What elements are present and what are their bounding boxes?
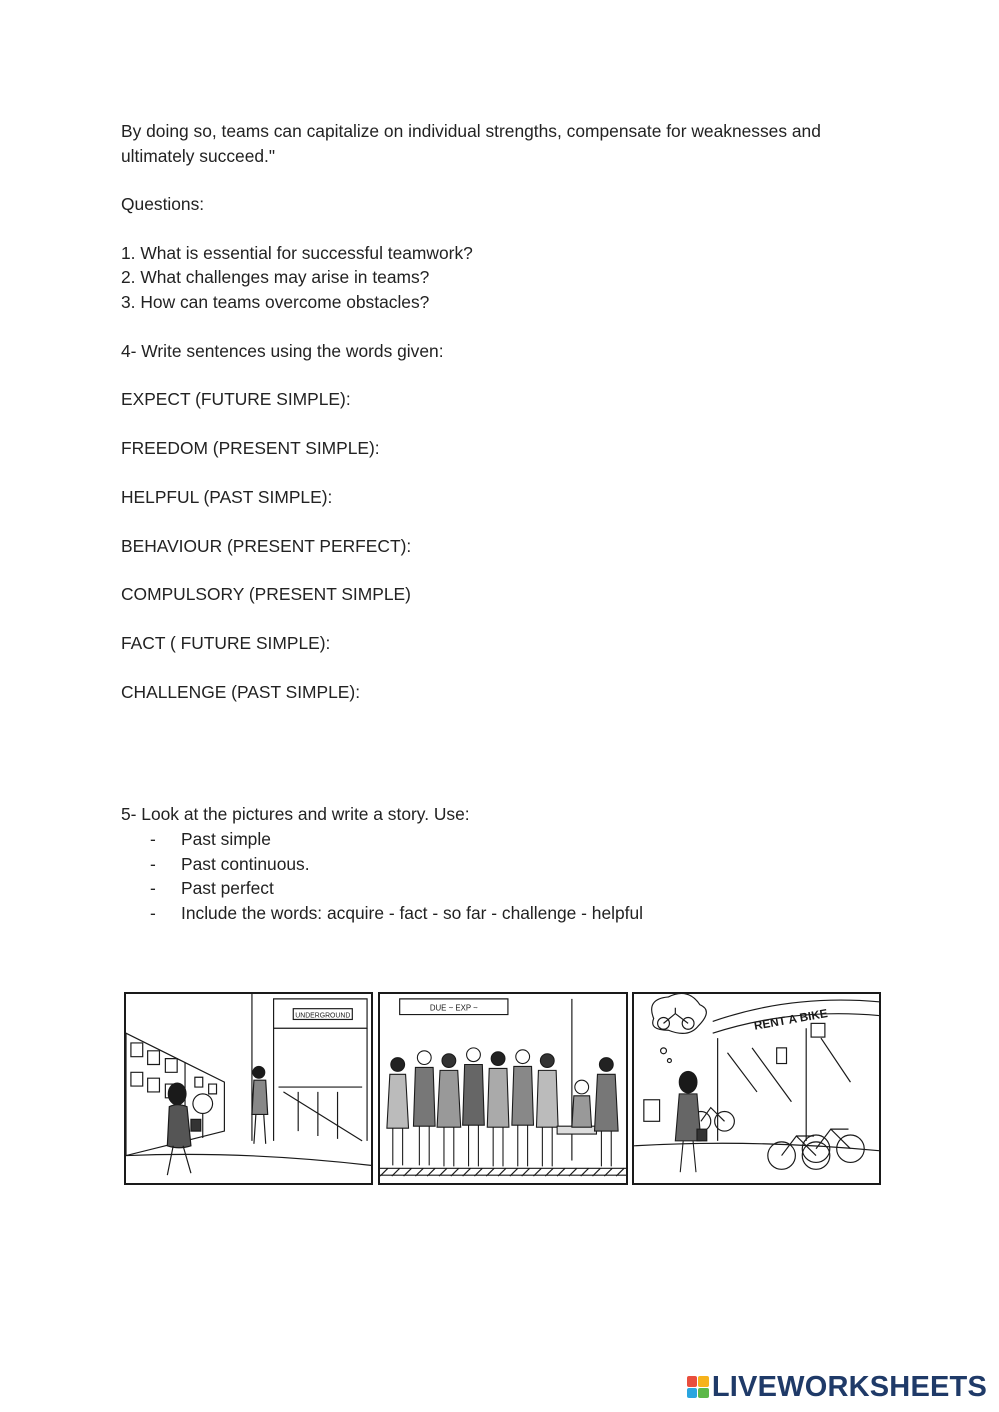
mark-square (698, 1376, 709, 1387)
bullet-text: Past simple (181, 829, 271, 849)
departure-board: DUE ~ EXP ~ (429, 1003, 478, 1013)
bullet-dash: - (150, 878, 156, 898)
intro-line-1: By doing so, teams can capitalize on individual strengths, compensate for weaknesses and (121, 121, 821, 141)
task4-item-behaviour: BEHAVIOUR (PRESENT PERFECT): (121, 536, 412, 556)
brand-name: LIVEWORKSHEETS (711, 1370, 987, 1403)
task4-heading: 4- Write sentences using the words given: (121, 341, 444, 361)
comic-panel-bike-rental (632, 992, 881, 1185)
underground-sign: UNDERGROUND (295, 1012, 351, 1020)
bullet-text: Include the words: acquire - fact - so far - challenge - helpful (181, 902, 644, 923)
comic-panel-platform (378, 992, 628, 1185)
bullet-text: Past continuous. (181, 853, 310, 874)
intro-line-2: ultimately succeed." (121, 146, 276, 166)
mark-square (698, 1388, 709, 1399)
comic-strip (124, 992, 881, 1185)
bullet-dash: - (150, 829, 156, 849)
task4-item-compulsory: COMPULSORY (PRESENT SIMPLE) (121, 584, 411, 604)
task4-item-freedom: FREEDOM (PRESENT SIMPLE): (121, 438, 380, 458)
rent-a-bike-sign: RENT A BIKE (753, 1007, 829, 1033)
task4-item-challenge: CHALLENGE (PAST SIMPLE): (121, 682, 361, 702)
question-1: 1. What is essential for successful teamwork? (121, 243, 473, 263)
task4-item-fact: FACT ( FUTURE SIMPLE): (121, 633, 331, 653)
bullet-text: Past perfect (181, 878, 274, 898)
question-2: 2. What challenges may arise in teams? (121, 267, 430, 287)
questions-heading: Questions: (121, 194, 205, 214)
bullet-dash: - (150, 902, 156, 923)
task4-item-expect: EXPECT (FUTURE SIMPLE): (121, 389, 351, 409)
mark-square (687, 1388, 698, 1399)
bullet-dash: - (150, 853, 156, 874)
task5-heading: 5- Look at the pictures and write a story. Use: (121, 804, 470, 824)
liveworksheets-logo (687, 1370, 987, 1404)
mark-square (687, 1376, 698, 1387)
comic-panel-underground (124, 992, 373, 1185)
task4-item-helpful: HELPFUL (PAST SIMPLE): (121, 487, 333, 507)
liveworksheets-mark-icon (687, 1376, 709, 1398)
question-3: 3. How can teams overcome obstacles? (121, 292, 430, 312)
